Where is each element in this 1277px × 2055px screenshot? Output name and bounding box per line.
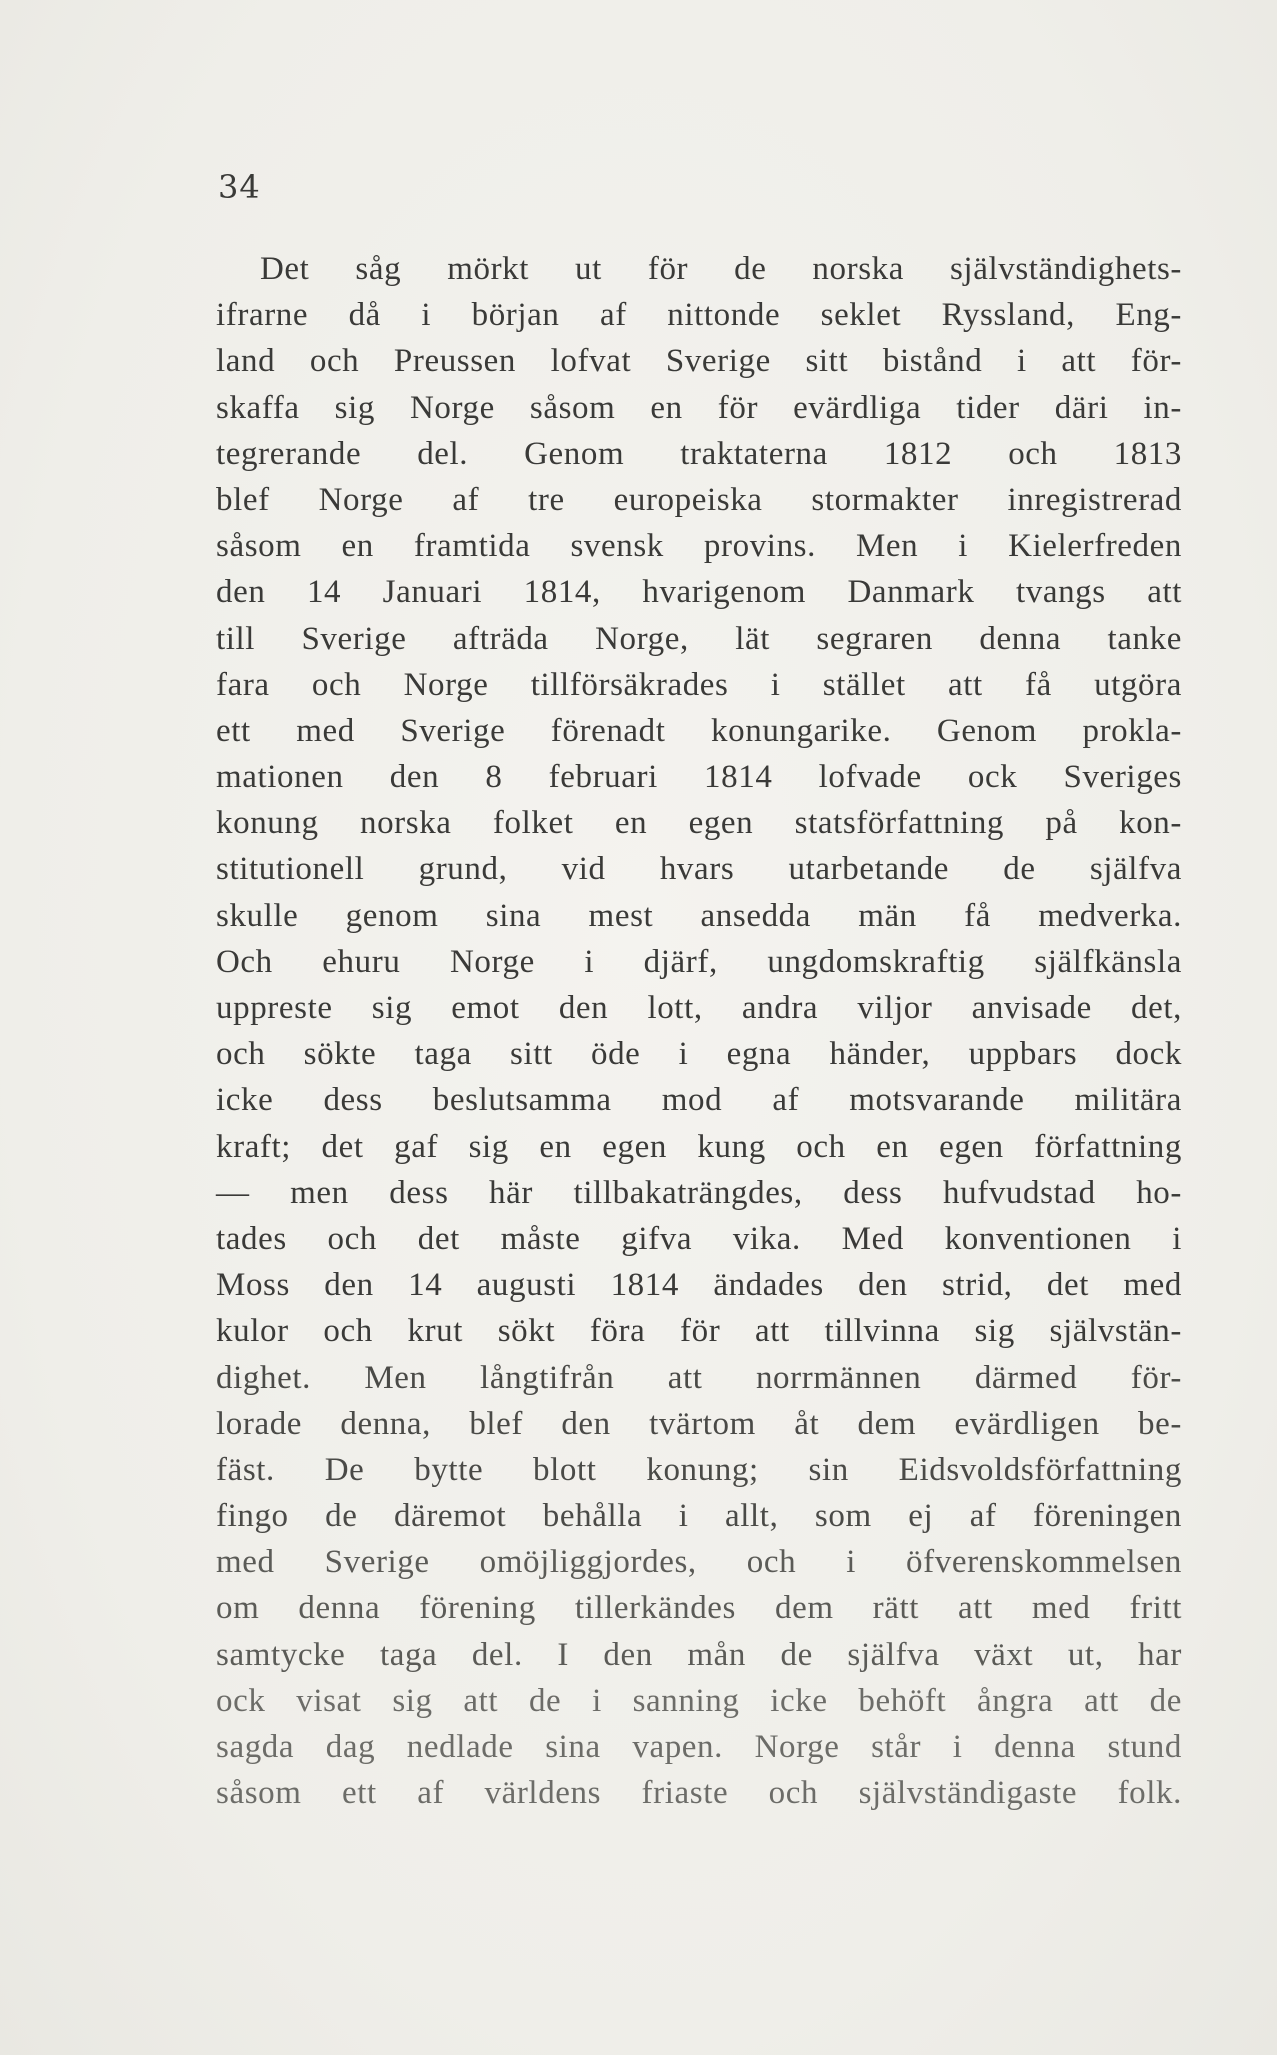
body-paragraph bbox=[216, 246, 1182, 1816]
text-line: tades och det måste gifva vika. Med konventionen i bbox=[216, 1220, 1182, 1257]
text-line: såsom ett af världens friaste och självständigaste folk. bbox=[216, 1775, 1182, 1812]
text-line: uppreste sig emot den lott, andra viljor anvisade det, bbox=[216, 990, 1182, 1026]
text-line: med Sverige omöjliggjordes, och i öfverenskommelsen bbox=[216, 1544, 1182, 1581]
text-line: sagda dag nedlade sina vapen. Norge står i denna stund bbox=[216, 1729, 1182, 1765]
text-line: fingo de däremot behålla i allt, som ej af föreningen bbox=[216, 1498, 1182, 1535]
text-line: konung norska folket en egen statsförfattning på kon- bbox=[216, 805, 1182, 842]
text-line: mationen den 8 februari 1814 lofvade ock Sveriges bbox=[216, 759, 1182, 796]
text-line: icke dess beslutsamma mod af motsvarande militära bbox=[216, 1082, 1182, 1119]
text-line: den 14 Januari 1814, hvarigenom Danmark tvangs att bbox=[216, 574, 1182, 611]
text-line: kraft; det gaf sig en egen kung och en egen författning bbox=[216, 1128, 1182, 1165]
text-line: Det såg mörkt ut för de norska självständighets- bbox=[260, 251, 1182, 287]
text-line: land och Preussen lofvat Sverige sitt bistånd i att för- bbox=[216, 343, 1182, 380]
text-line: samtycke taga del. I den mån de själfva växt ut, har bbox=[216, 1636, 1182, 1673]
text-line: skaffa sig Norge såsom en för evärdliga tider däri in- bbox=[216, 389, 1182, 426]
text-line: ock visat sig att de i sanning icke behöft ångra att de bbox=[216, 1682, 1182, 1719]
text-line: lorade denna, blef den tvärtom åt dem evärdligen be- bbox=[216, 1405, 1182, 1442]
text-line: om denna förening tillerkändes dem rätt att med fritt bbox=[216, 1590, 1182, 1627]
text-line: fäst. De bytte blott konung; sin Eidsvoldsförfattning bbox=[216, 1451, 1182, 1488]
text-line: såsom en framtida svensk provins. Men i Kielerfreden bbox=[216, 528, 1182, 565]
text-line: — men dess här tillbakaträngdes, dess hufvudstad ho- bbox=[216, 1174, 1182, 1211]
text-line: till Sverige afträda Norge, lät segraren denna tanke bbox=[216, 620, 1182, 657]
text-line: blef Norge af tre europeiska stormakter inregistrerad bbox=[216, 481, 1182, 518]
text-line: skulle genom sina mest ansedda män få medverka. bbox=[216, 897, 1182, 934]
text-line: kulor och krut sökt föra för att tillvinna sig självstän- bbox=[216, 1313, 1182, 1350]
text-line: och sökte taga sitt öde i egna händer, uppbars dock bbox=[216, 1036, 1182, 1073]
text-line: Och ehuru Norge i djärf, ungdomskraftig själfkänsla bbox=[216, 943, 1182, 980]
text-line: dighet. Men långtifrån att norrmännen därmed för- bbox=[216, 1359, 1182, 1396]
text-line: ett med Sverige förenadt konungarike. Genom prokla- bbox=[216, 712, 1182, 749]
text-line: Moss den 14 augusti 1814 ändades den strid, det med bbox=[216, 1267, 1182, 1304]
text-line: tegrerande del. Genom traktaterna 1812 och 1813 bbox=[216, 435, 1182, 472]
text-line: ifrarne då i början af nittonde seklet Ryssland, Eng- bbox=[216, 297, 1182, 334]
text-line: fara och Norge tillförsäkrades i stället att få utgöra bbox=[216, 666, 1182, 703]
text-line: stitutionell grund, vid hvars utarbetande de själfva bbox=[216, 851, 1182, 888]
page-number: 34 bbox=[218, 168, 261, 206]
